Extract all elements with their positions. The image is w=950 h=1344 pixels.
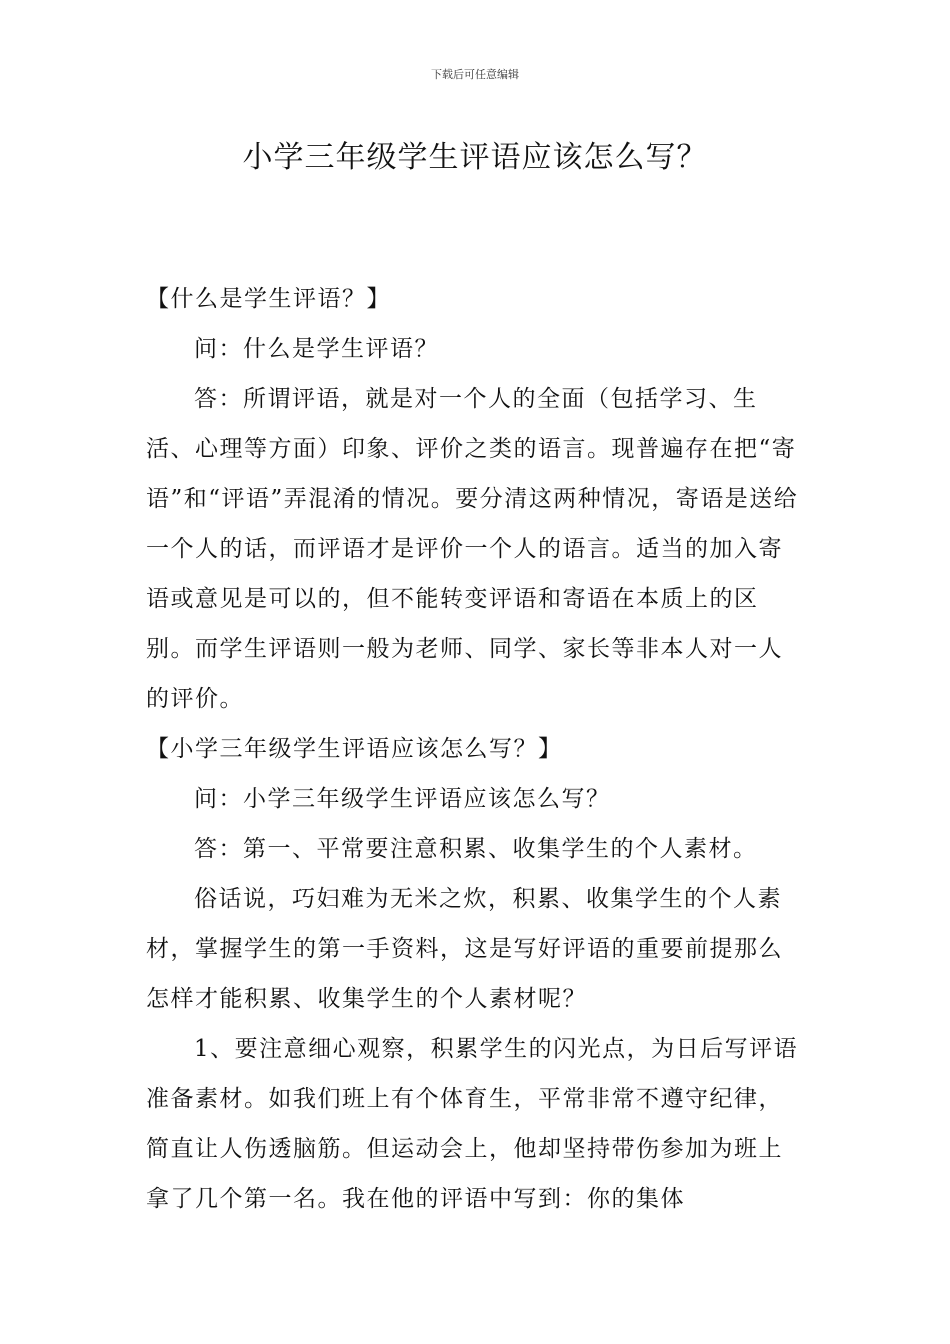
question-what-is-comment: 问：什么是学生评语？ — [194, 336, 439, 362]
paragraph-collect-materials: 俗话说，巧妇难为无米之炊，积累、收集学生的个人素材，掌握学生的第一手资料，这是写好评语的重要前提那么怎样才能积累、收集学生的个人素材呢？ — [146, 886, 783, 1012]
document-title: 小学三年级学生评语应该怎么写？ — [242, 140, 708, 175]
paragraph-observe-students: 1、要注意细心观察，积累学生的闪光点，为日后写评语准备素材。如我们班上有个体育生，平常非常不遵守纪律，简直让人伤透脑筋。但运动会上，他却坚持带伤参加为班上拿了几个第一名。我在他的评语中写到：你的集体 — [146, 1036, 799, 1212]
document-body — [146, 274, 806, 1224]
section-heading-how-to-write: 【小学三年级学生评语应该怎么写？】 — [146, 736, 563, 762]
question-how-to-write: 问：小学三年级学生评语应该怎么写？ — [194, 786, 611, 812]
answer-what-is-comment: 答：所谓评语，就是对一个人的全面（包括学习、生活、心理等方面）印象、评价之类的语言。现普遍存在把“寄语”和“评语”弄混淆的情况。要分清这两种情况，寄语是送给一个人的话，而评语才是评价一个人的语言。适当的加入寄语或意见是可以的，但不能转变评语和寄语在本质上的区别。而学生评语则一般为老师、同学、家长等非本人对一人的评价。 — [146, 386, 799, 712]
header-note: 下载后可任意编辑 — [431, 68, 519, 81]
section-heading-what-is-comment: 【什么是学生评语？】 — [146, 286, 391, 312]
answer-how-to-write: 答：第一、平常要注意积累、收集学生的个人素材。 — [194, 836, 758, 862]
